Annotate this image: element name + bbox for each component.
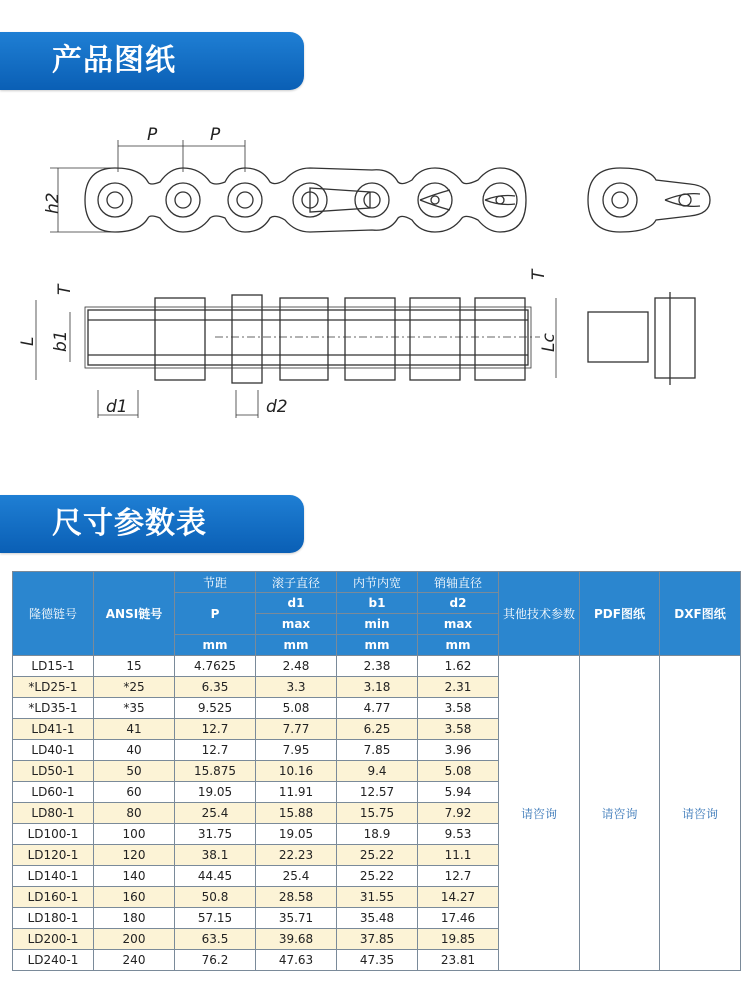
cell-pin-d2: 3.58 [418, 719, 499, 740]
cell-ld-no: *LD25-1 [13, 677, 94, 698]
cell-pitch: 76.2 [175, 950, 256, 971]
header-pdf-drawing: PDF图纸 [580, 572, 660, 656]
chain-plan-view [36, 292, 695, 418]
cell-pitch: 63.5 [175, 929, 256, 950]
header-inner-unit: mm [337, 635, 418, 656]
cell-inner-b1: 6.25 [337, 719, 418, 740]
cell-ansi-no: 41 [94, 719, 175, 740]
cell-pitch: 25.4 [175, 803, 256, 824]
cell-roller-d1: 5.08 [256, 698, 337, 719]
cell-pitch: 57.15 [175, 908, 256, 929]
chain-end-view [588, 168, 710, 232]
header-roller-symbol: d1 [256, 593, 337, 614]
cell-pin-d2: 1.62 [418, 656, 499, 677]
header-inner-width: 内节内宽 [337, 572, 418, 593]
cell-inner-b1: 25.22 [337, 866, 418, 887]
cell-inner-b1: 7.85 [337, 740, 418, 761]
dimension-table-wrap [12, 571, 740, 971]
dim-label-b1: b1 [51, 330, 71, 352]
cell-inner-b1: 18.9 [337, 824, 418, 845]
cell-ansi-no: 50 [94, 761, 175, 782]
dim-label-t-left: T [55, 284, 75, 295]
cell-pin-d2: 23.81 [418, 950, 499, 971]
cell-pitch: 4.7625 [175, 656, 256, 677]
dimension-table [12, 571, 741, 971]
cell-roller-d1: 25.4 [256, 866, 337, 887]
section-title-drawing: 产品图纸 [0, 32, 304, 90]
cell-roller-d1: 22.23 [256, 845, 337, 866]
cell-ansi-no: 160 [94, 887, 175, 908]
header-ansi-chain-no: ANSI链号 [94, 572, 175, 656]
cell-pin-d2: 12.7 [418, 866, 499, 887]
cell-ld-no: LD100-1 [13, 824, 94, 845]
cell-roller-d1: 19.05 [256, 824, 337, 845]
cell-ld-no: LD60-1 [13, 782, 94, 803]
cell-pin-d2: 11.1 [418, 845, 499, 866]
cell-ld-no: LD50-1 [13, 761, 94, 782]
cell-inner-b1: 47.35 [337, 950, 418, 971]
cell-ld-no: LD40-1 [13, 740, 94, 761]
cell-ansi-no: 40 [94, 740, 175, 761]
cell-ansi-no: 180 [94, 908, 175, 929]
cell-ld-no: LD160-1 [13, 887, 94, 908]
cell-pin-d2: 19.85 [418, 929, 499, 950]
cell-pitch: 19.05 [175, 782, 256, 803]
cell-pin-d2: 17.46 [418, 908, 499, 929]
cell-ansi-no: 100 [94, 824, 175, 845]
cell-inner-b1: 31.55 [337, 887, 418, 908]
cell-pdf-inquiry[interactable]: 请咨询 [580, 656, 660, 971]
cell-ld-no: LD80-1 [13, 803, 94, 824]
cell-roller-d1: 7.77 [256, 719, 337, 740]
cell-pitch: 9.525 [175, 698, 256, 719]
cell-ld-no: LD180-1 [13, 908, 94, 929]
section-title-table: 尺寸参数表 [0, 495, 304, 553]
dim-label-d1: d1 [106, 397, 128, 417]
cell-ansi-no: 60 [94, 782, 175, 803]
dim-label-lc: Lc [539, 333, 559, 352]
dim-label-l: L [18, 336, 38, 346]
cell-ld-no: *LD35-1 [13, 698, 94, 719]
dim-label-d2: d2 [266, 397, 288, 417]
cell-roller-d1: 3.3 [256, 677, 337, 698]
table-row [13, 656, 741, 677]
cell-inner-b1: 12.57 [337, 782, 418, 803]
cell-pitch: 12.7 [175, 719, 256, 740]
cell-inner-b1: 35.48 [337, 908, 418, 929]
cell-roller-d1: 11.91 [256, 782, 337, 803]
cell-ld-no: LD240-1 [13, 950, 94, 971]
cell-roller-d1: 35.71 [256, 908, 337, 929]
header-pitch-symbol: P [175, 593, 256, 635]
cell-roller-d1: 15.88 [256, 803, 337, 824]
cell-ld-no: LD200-1 [13, 929, 94, 950]
header-dxf-drawing: DXF图纸 [660, 572, 741, 656]
cell-inner-b1: 25.22 [337, 845, 418, 866]
header-pin-diameter: 销轴直径 [418, 572, 499, 593]
cell-pitch: 31.75 [175, 824, 256, 845]
cell-pin-d2: 2.31 [418, 677, 499, 698]
cell-inner-b1: 2.38 [337, 656, 418, 677]
header-pin-unit: mm [418, 635, 499, 656]
cell-ld-no: LD15-1 [13, 656, 94, 677]
header-ld-chain-no: 隆德链号 [13, 572, 94, 656]
cell-roller-d1: 10.16 [256, 761, 337, 782]
cell-pitch: 6.35 [175, 677, 256, 698]
cell-pitch: 12.7 [175, 740, 256, 761]
cell-ld-no: LD140-1 [13, 866, 94, 887]
header-other-params: 其他技术参数 [499, 572, 580, 656]
header-pitch: 节距 [175, 572, 256, 593]
dim-label-p1: P [147, 125, 158, 145]
cell-ansi-no: 15 [94, 656, 175, 677]
cell-roller-d1: 7.95 [256, 740, 337, 761]
cell-roller-d1: 28.58 [256, 887, 337, 908]
chain-technical-drawing [0, 110, 750, 440]
cell-roller-d1: 2.48 [256, 656, 337, 677]
cell-ansi-no: 240 [94, 950, 175, 971]
header-pitch-unit: mm [175, 635, 256, 656]
cell-pin-d2: 14.27 [418, 887, 499, 908]
cell-ansi-no: *35 [94, 698, 175, 719]
dim-label-t-top: T [529, 269, 549, 280]
cell-pin-d2: 5.08 [418, 761, 499, 782]
cell-ansi-no: 140 [94, 866, 175, 887]
cell-ld-no: LD120-1 [13, 845, 94, 866]
cell-pitch: 44.45 [175, 866, 256, 887]
cell-ansi-no: 200 [94, 929, 175, 950]
header-inner-symbol: b1 [337, 593, 418, 614]
cell-pin-d2: 3.58 [418, 698, 499, 719]
cell-pin-d2: 9.53 [418, 824, 499, 845]
cell-pitch: 15.875 [175, 761, 256, 782]
cell-dxf-inquiry[interactable]: 请咨询 [660, 656, 741, 971]
cell-ansi-no: 80 [94, 803, 175, 824]
cell-inner-b1: 4.77 [337, 698, 418, 719]
cell-inner-b1: 9.4 [337, 761, 418, 782]
header-inner-limit: min [337, 614, 418, 635]
header-pin-limit: max [418, 614, 499, 635]
chain-side-view [50, 140, 526, 232]
cell-pitch: 50.8 [175, 887, 256, 908]
dim-label-h2: h2 [43, 192, 63, 214]
cell-ansi-no: *25 [94, 677, 175, 698]
cell-ansi-no: 120 [94, 845, 175, 866]
header-roller-unit: mm [256, 635, 337, 656]
cell-other-inquiry[interactable]: 请咨询 [499, 656, 580, 971]
cell-roller-d1: 39.68 [256, 929, 337, 950]
header-roller-diameter: 滚子直径 [256, 572, 337, 593]
cell-inner-b1: 15.75 [337, 803, 418, 824]
header-pin-symbol: d2 [418, 593, 499, 614]
dim-label-p2: P [210, 125, 221, 145]
cell-pin-d2: 5.94 [418, 782, 499, 803]
cell-pin-d2: 7.92 [418, 803, 499, 824]
cell-roller-d1: 47.63 [256, 950, 337, 971]
cell-inner-b1: 3.18 [337, 677, 418, 698]
cell-pin-d2: 3.96 [418, 740, 499, 761]
cell-pitch: 38.1 [175, 845, 256, 866]
cell-inner-b1: 37.85 [337, 929, 418, 950]
cell-ld-no: LD41-1 [13, 719, 94, 740]
header-roller-limit: max [256, 614, 337, 635]
